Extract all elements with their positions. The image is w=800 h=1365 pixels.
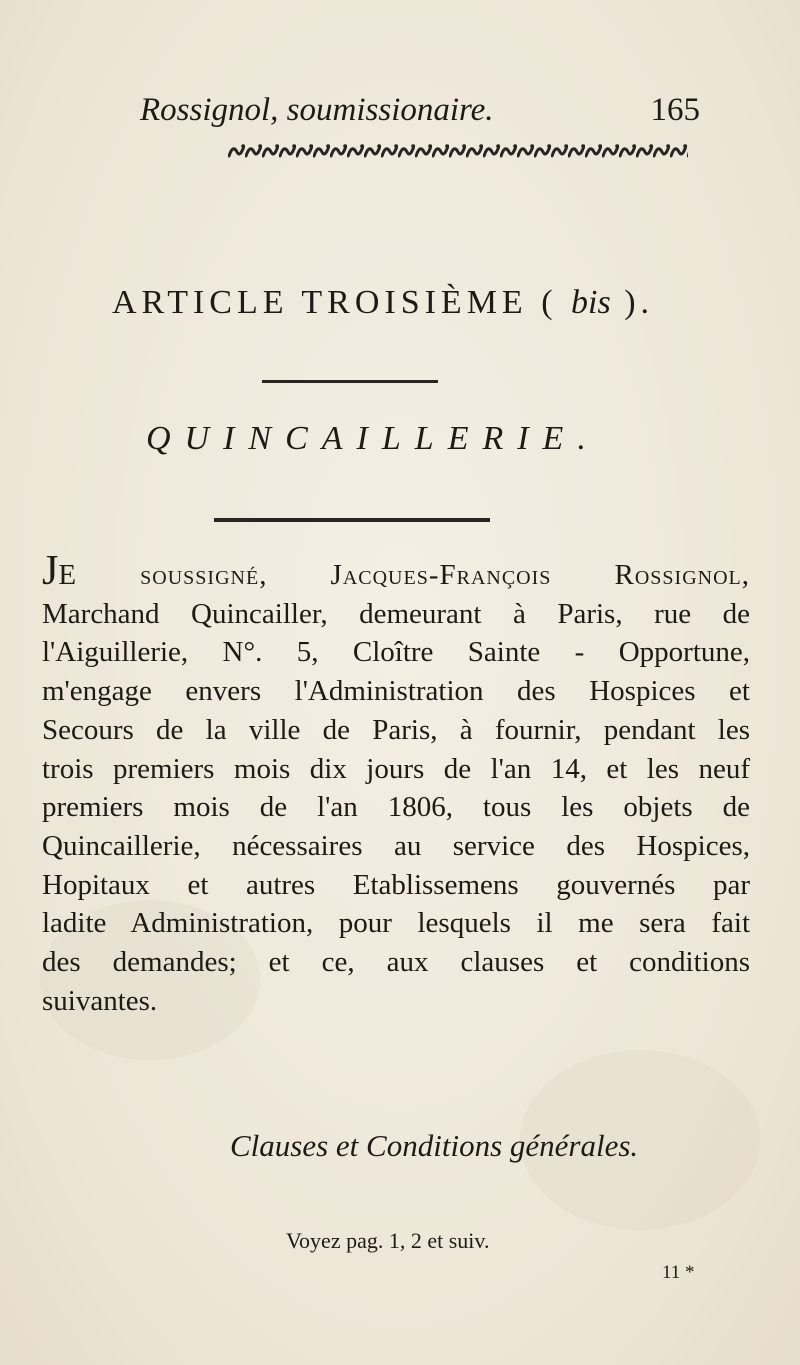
- article-heading: [112, 284, 712, 322]
- paragraph-line: [42, 548, 750, 595]
- paragraph-line: Marchand Quincailler, demeurant à Paris, rue de: [42, 597, 750, 630]
- paragraph-line: l'Aiguillerie, N°. 5, Cloître Sainte - Opportune,: [42, 636, 750, 669]
- ornamental-border-icon: [228, 140, 688, 162]
- subheading: Clauses et Conditions générales.: [230, 1128, 639, 1163]
- first-word: E: [58, 559, 78, 591]
- divider-rule: [262, 380, 438, 383]
- paragraph-line: Quincaillerie, nécessaires au service des Hospices,: [42, 829, 750, 862]
- paragraph-line: Hopitaux et autres Etablissemens gouvernés par: [42, 868, 750, 901]
- signature-mark: 11 *: [662, 1262, 695, 1283]
- drop-cap: J: [42, 548, 59, 594]
- paragraph-line: suivantes.: [42, 984, 158, 1017]
- divider-rule: [214, 518, 490, 522]
- article-heading-main: ARTICLE TROISIÈME (: [112, 284, 558, 321]
- paragraph-line: ladite Administration, pour lesquels il me sera fait: [42, 907, 750, 940]
- running-header: [140, 92, 700, 136]
- paragraph-line: des demandes; et ce, aux clauses et conditions: [42, 946, 750, 979]
- page-number: 165: [650, 92, 700, 128]
- cross-reference: Voyez pag. 1, 2 et suiv.: [286, 1228, 490, 1253]
- paragraph-line: premiers mois de l'an 1806, tous les objets de: [42, 791, 750, 824]
- paragraph-line: m'engage envers l'Administration des Hospices et: [42, 675, 750, 708]
- paragraph-line: Secours de la ville de Paris, à fournir, pendant les: [42, 713, 750, 746]
- section-title: QUINCAILLERIE.: [146, 420, 600, 457]
- article-heading-bis: bis: [571, 284, 611, 321]
- article-heading-close: ).: [624, 284, 655, 321]
- running-title: Rossignol, soumissionaire.: [140, 92, 494, 128]
- body-paragraph: [42, 548, 750, 1020]
- opening-smallcaps: soussigné, Jacques-François Rossignol,: [77, 559, 750, 591]
- paragraph-line: trois premiers mois dix jours de l'an 14, et les neuf: [42, 752, 750, 785]
